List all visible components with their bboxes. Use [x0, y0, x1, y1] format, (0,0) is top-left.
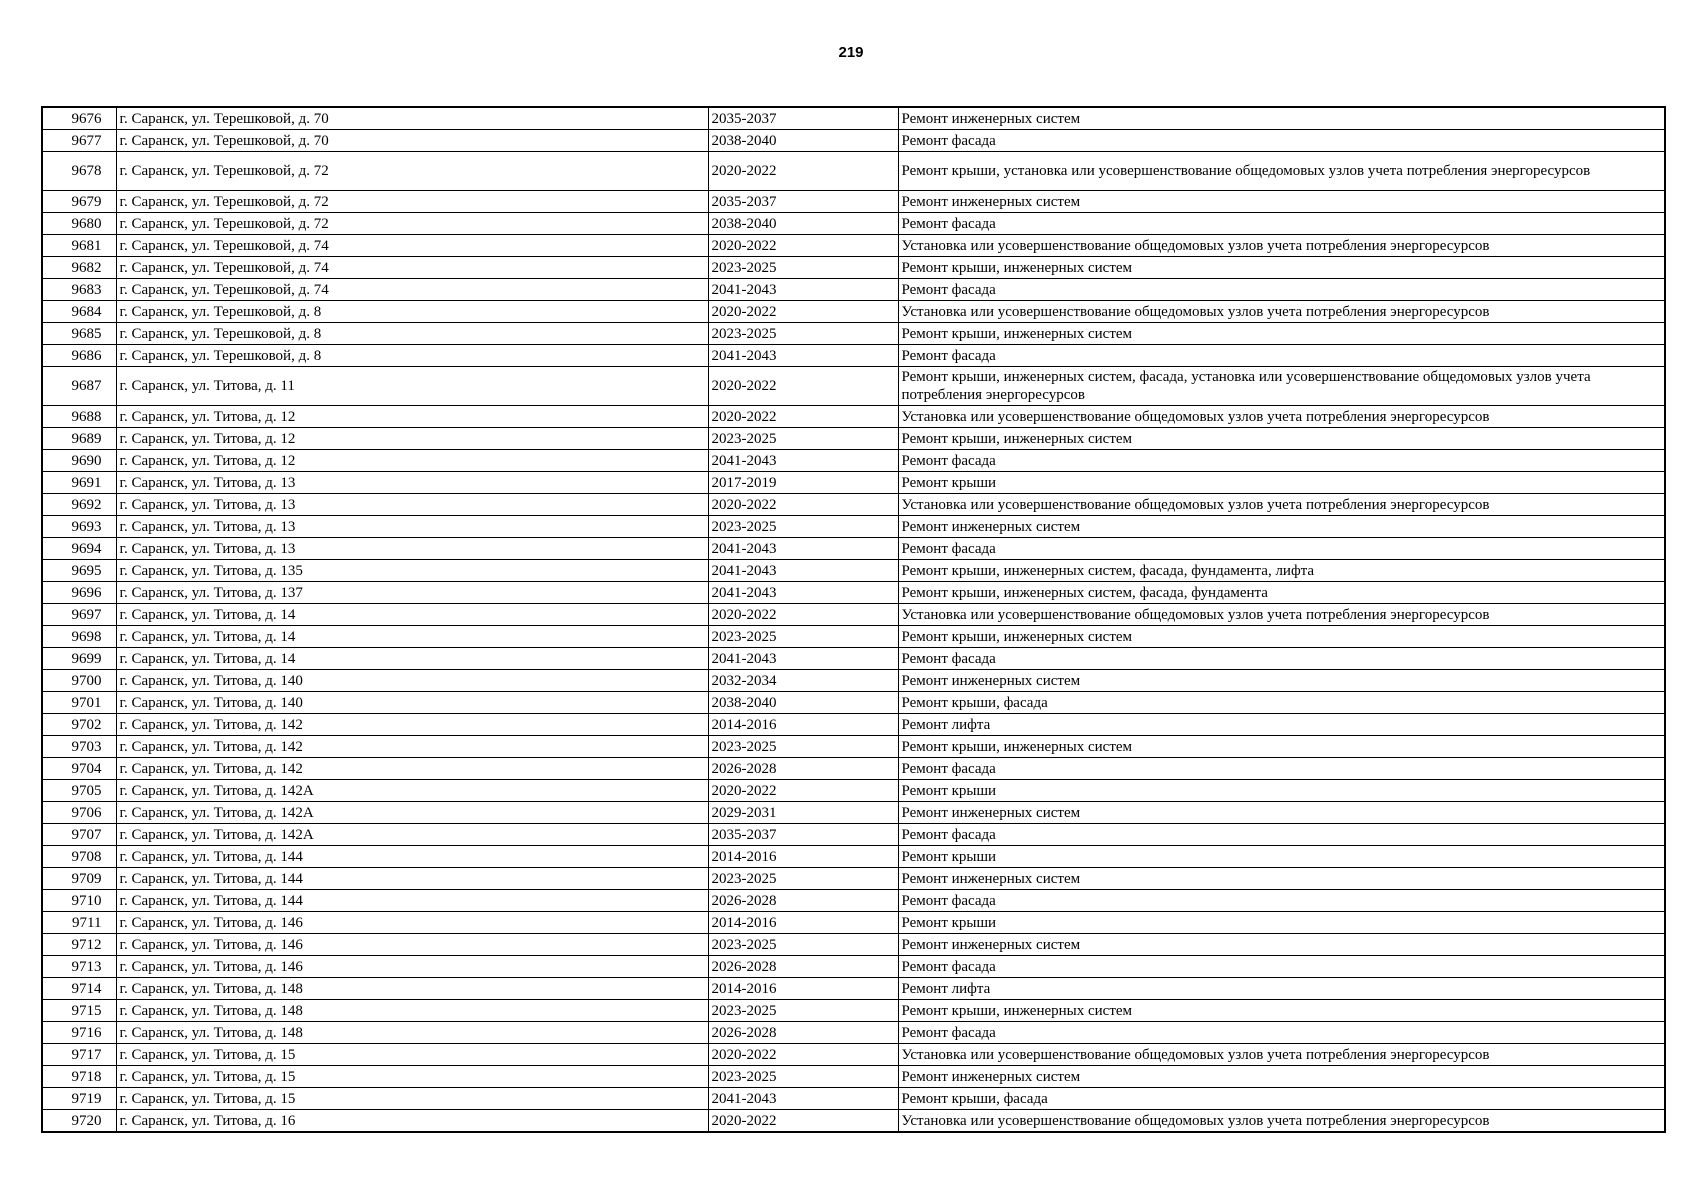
- work-type-cell: Ремонт крыши, инженерных систем: [898, 257, 1665, 279]
- work-type-cell: Ремонт инженерных систем: [898, 107, 1665, 130]
- work-type-cell: Ремонт крыши, инженерных систем: [898, 323, 1665, 345]
- work-type-cell: Ремонт фасада: [898, 450, 1665, 472]
- address-cell: г. Саранск, ул. Титова, д. 137: [116, 582, 708, 604]
- address-cell: г. Саранск, ул. Титова, д. 142: [116, 758, 708, 780]
- table-row: [42, 692, 1665, 714]
- table-row: [42, 213, 1665, 235]
- table-row: [42, 604, 1665, 626]
- period-cell: 2023-2025: [708, 516, 898, 538]
- period-cell: 2026-2028: [708, 890, 898, 912]
- work-type-cell: Ремонт фасада: [898, 345, 1665, 367]
- work-type-cell: Ремонт фасада: [898, 824, 1665, 846]
- period-cell: 2020-2022: [708, 780, 898, 802]
- period-cell: 2020-2022: [708, 152, 898, 191]
- period-cell: 2038-2040: [708, 130, 898, 152]
- address-cell: г. Саранск, ул. Титова, д. 148: [116, 978, 708, 1000]
- address-cell: г. Саранск, ул. Терешковой, д. 70: [116, 130, 708, 152]
- period-cell: 2014-2016: [708, 846, 898, 868]
- period-cell: 2014-2016: [708, 714, 898, 736]
- row-number-cell: 9702: [42, 714, 116, 736]
- row-number-cell: 9685: [42, 323, 116, 345]
- table-row: [42, 257, 1665, 279]
- table-row: [42, 670, 1665, 692]
- table-row: [42, 714, 1665, 736]
- table-row: [42, 978, 1665, 1000]
- row-number-cell: 9712: [42, 934, 116, 956]
- row-number-cell: 9704: [42, 758, 116, 780]
- address-cell: г. Саранск, ул. Терешковой, д. 72: [116, 213, 708, 235]
- address-cell: г. Саранск, ул. Титова, д. 13: [116, 516, 708, 538]
- table-row: [42, 648, 1665, 670]
- address-cell: г. Саранск, ул. Терешковой, д. 8: [116, 345, 708, 367]
- address-cell: г. Саранск, ул. Титова, д. 16: [116, 1110, 708, 1133]
- period-cell: 2014-2016: [708, 978, 898, 1000]
- work-type-cell: Ремонт крыши, инженерных систем: [898, 428, 1665, 450]
- period-cell: 2041-2043: [708, 1088, 898, 1110]
- address-cell: г. Саранск, ул. Титова, д. 142А: [116, 780, 708, 802]
- table-row: [42, 626, 1665, 648]
- address-cell: г. Саранск, ул. Титова, д. 148: [116, 1022, 708, 1044]
- period-cell: 2023-2025: [708, 934, 898, 956]
- page-number: 219: [838, 44, 864, 61]
- address-cell: г. Саранск, ул. Титова, д. 13: [116, 538, 708, 560]
- table-row: [42, 736, 1665, 758]
- period-cell: 2029-2031: [708, 802, 898, 824]
- address-cell: г. Саранск, ул. Терешковой, д. 74: [116, 279, 708, 301]
- table-row: [42, 582, 1665, 604]
- address-cell: г. Саранск, ул. Терешковой, д. 8: [116, 323, 708, 345]
- row-number-cell: 9676: [42, 107, 116, 130]
- row-number-cell: 9710: [42, 890, 116, 912]
- row-number-cell: 9683: [42, 279, 116, 301]
- table-row: [42, 560, 1665, 582]
- row-number-cell: 9677: [42, 130, 116, 152]
- table-row: [42, 279, 1665, 301]
- work-type-cell: Установка или усовершенствование общедомовых узлов учета потребления энергоресурсов: [898, 1110, 1665, 1133]
- period-cell: 2020-2022: [708, 1110, 898, 1133]
- address-cell: г. Саранск, ул. Терешковой, д. 72: [116, 191, 708, 213]
- period-cell: 2041-2043: [708, 648, 898, 670]
- period-cell: 2020-2022: [708, 604, 898, 626]
- address-cell: г. Саранск, ул. Титова, д. 15: [116, 1088, 708, 1110]
- work-type-cell: Ремонт инженерных систем: [898, 191, 1665, 213]
- table-row: [42, 428, 1665, 450]
- address-cell: г. Саранск, ул. Титова, д. 14: [116, 626, 708, 648]
- table-body: [42, 107, 1665, 1132]
- repair-schedule-table: [41, 106, 1666, 1133]
- work-type-cell: Ремонт крыши: [898, 846, 1665, 868]
- period-cell: 2026-2028: [708, 758, 898, 780]
- address-cell: г. Саранск, ул. Титова, д. 13: [116, 494, 708, 516]
- work-type-cell: Установка или усовершенствование общедомовых узлов учета потребления энергоресурсов: [898, 1044, 1665, 1066]
- period-cell: 2023-2025: [708, 257, 898, 279]
- row-number-cell: 9708: [42, 846, 116, 868]
- work-type-cell: Установка или усовершенствование общедомовых узлов учета потребления энергоресурсов: [898, 235, 1665, 257]
- work-type-cell: Ремонт инженерных систем: [898, 516, 1665, 538]
- period-cell: 2035-2037: [708, 191, 898, 213]
- address-cell: г. Саранск, ул. Титова, д. 135: [116, 560, 708, 582]
- row-number-cell: 9717: [42, 1044, 116, 1066]
- work-type-cell: Установка или усовершенствование общедомовых узлов учета потребления энергоресурсов: [898, 494, 1665, 516]
- table-row: [42, 191, 1665, 213]
- address-cell: г. Саранск, ул. Титова, д. 12: [116, 406, 708, 428]
- work-type-cell: Ремонт фасада: [898, 1022, 1665, 1044]
- row-number-cell: 9692: [42, 494, 116, 516]
- period-cell: 2026-2028: [708, 956, 898, 978]
- address-cell: г. Саранск, ул. Титова, д. 15: [116, 1066, 708, 1088]
- work-type-cell: Ремонт фасада: [898, 130, 1665, 152]
- table-row: [42, 758, 1665, 780]
- period-cell: 2038-2040: [708, 692, 898, 714]
- address-cell: г. Саранск, ул. Терешковой, д. 72: [116, 152, 708, 191]
- address-cell: г. Саранск, ул. Титова, д. 140: [116, 670, 708, 692]
- period-cell: 2023-2025: [708, 868, 898, 890]
- table-row: [42, 345, 1665, 367]
- address-cell: г. Саранск, ул. Терешковой, д. 70: [116, 107, 708, 130]
- row-number-cell: 9698: [42, 626, 116, 648]
- row-number-cell: 9690: [42, 450, 116, 472]
- row-number-cell: 9695: [42, 560, 116, 582]
- address-cell: г. Саранск, ул. Титова, д. 148: [116, 1000, 708, 1022]
- row-number-cell: 9714: [42, 978, 116, 1000]
- row-number-cell: 9716: [42, 1022, 116, 1044]
- work-type-cell: Ремонт крыши, инженерных систем, фасада, фундамента, лифта: [898, 560, 1665, 582]
- period-cell: 2041-2043: [708, 560, 898, 582]
- period-cell: 2041-2043: [708, 582, 898, 604]
- table-row: [42, 323, 1665, 345]
- work-type-cell: Ремонт крыши: [898, 472, 1665, 494]
- period-cell: 2023-2025: [708, 1000, 898, 1022]
- address-cell: г. Саранск, ул. Титова, д. 12: [116, 428, 708, 450]
- address-cell: г. Саранск, ул. Титова, д. 144: [116, 890, 708, 912]
- period-cell: 2023-2025: [708, 626, 898, 648]
- address-cell: г. Саранск, ул. Титова, д. 142: [116, 736, 708, 758]
- period-cell: 2023-2025: [708, 1066, 898, 1088]
- row-number-cell: 9700: [42, 670, 116, 692]
- table-row: [42, 802, 1665, 824]
- row-number-cell: 9719: [42, 1088, 116, 1110]
- table-row: [42, 824, 1665, 846]
- period-cell: 2020-2022: [708, 301, 898, 323]
- row-number-cell: 9707: [42, 824, 116, 846]
- table-row: [42, 1088, 1665, 1110]
- address-cell: г. Саранск, ул. Титова, д. 146: [116, 912, 708, 934]
- address-cell: г. Саранск, ул. Титова, д. 15: [116, 1044, 708, 1066]
- address-cell: г. Саранск, ул. Титова, д. 14: [116, 648, 708, 670]
- work-type-cell: Ремонт фасада: [898, 279, 1665, 301]
- period-cell: 2041-2043: [708, 345, 898, 367]
- work-type-cell: Ремонт фасада: [898, 213, 1665, 235]
- period-cell: 2014-2016: [708, 912, 898, 934]
- period-cell: 2020-2022: [708, 494, 898, 516]
- work-type-cell: Ремонт крыши, фасада: [898, 1088, 1665, 1110]
- table-row: [42, 1022, 1665, 1044]
- period-cell: 2035-2037: [708, 107, 898, 130]
- row-number-cell: 9686: [42, 345, 116, 367]
- period-cell: 2035-2037: [708, 824, 898, 846]
- row-number-cell: 9715: [42, 1000, 116, 1022]
- row-number-cell: 9689: [42, 428, 116, 450]
- address-cell: г. Саранск, ул. Титова, д. 142: [116, 714, 708, 736]
- row-number-cell: 9711: [42, 912, 116, 934]
- table-row: [42, 780, 1665, 802]
- work-type-cell: Ремонт крыши, инженерных систем: [898, 1000, 1665, 1022]
- period-cell: 2026-2028: [708, 1022, 898, 1044]
- address-cell: г. Саранск, ул. Титова, д. 144: [116, 868, 708, 890]
- row-number-cell: 9720: [42, 1110, 116, 1133]
- address-cell: г. Саранск, ул. Титова, д. 146: [116, 934, 708, 956]
- row-number-cell: 9681: [42, 235, 116, 257]
- period-cell: 2023-2025: [708, 736, 898, 758]
- table-row: [42, 1000, 1665, 1022]
- work-type-cell: Ремонт крыши: [898, 780, 1665, 802]
- period-cell: 2020-2022: [708, 367, 898, 406]
- address-cell: г. Саранск, ул. Титова, д. 11: [116, 367, 708, 406]
- address-cell: г. Саранск, ул. Титова, д. 142А: [116, 802, 708, 824]
- work-type-cell: Ремонт крыши, инженерных систем: [898, 626, 1665, 648]
- table-row: [42, 472, 1665, 494]
- period-cell: 2017-2019: [708, 472, 898, 494]
- row-number-cell: 9679: [42, 191, 116, 213]
- work-type-cell: Установка или усовершенствование общедомовых узлов учета потребления энергоресурсов: [898, 406, 1665, 428]
- period-cell: 2020-2022: [708, 406, 898, 428]
- work-type-cell: Ремонт инженерных систем: [898, 1066, 1665, 1088]
- address-cell: г. Саранск, ул. Титова, д. 140: [116, 692, 708, 714]
- row-number-cell: 9701: [42, 692, 116, 714]
- work-type-cell: Ремонт крыши, инженерных систем: [898, 736, 1665, 758]
- table-row: [42, 152, 1665, 191]
- table-row: [42, 868, 1665, 890]
- table-row: [42, 516, 1665, 538]
- row-number-cell: 9706: [42, 802, 116, 824]
- row-number-cell: 9705: [42, 780, 116, 802]
- table-row: [42, 367, 1665, 406]
- period-cell: 2023-2025: [708, 428, 898, 450]
- work-type-cell: Ремонт инженерных систем: [898, 868, 1665, 890]
- work-type-cell: Ремонт инженерных систем: [898, 802, 1665, 824]
- period-cell: 2020-2022: [708, 1044, 898, 1066]
- table-row: [42, 107, 1665, 130]
- address-cell: г. Саранск, ул. Терешковой, д. 74: [116, 257, 708, 279]
- row-number-cell: 9687: [42, 367, 116, 406]
- table-row: [42, 912, 1665, 934]
- address-cell: г. Саранск, ул. Титова, д. 144: [116, 846, 708, 868]
- period-cell: 2020-2022: [708, 235, 898, 257]
- table-row: [42, 130, 1665, 152]
- work-type-cell: Ремонт фасада: [898, 648, 1665, 670]
- row-number-cell: 9680: [42, 213, 116, 235]
- period-cell: 2041-2043: [708, 279, 898, 301]
- address-cell: г. Саранск, ул. Титова, д. 13: [116, 472, 708, 494]
- table-row: [42, 1066, 1665, 1088]
- work-type-cell: Ремонт крыши, инженерных систем, фасада, фундамента: [898, 582, 1665, 604]
- row-number-cell: 9718: [42, 1066, 116, 1088]
- table-row: [42, 1110, 1665, 1133]
- row-number-cell: 9713: [42, 956, 116, 978]
- table-row: [42, 1044, 1665, 1066]
- row-number-cell: 9684: [42, 301, 116, 323]
- table-row: [42, 235, 1665, 257]
- address-cell: г. Саранск, ул. Титова, д. 146: [116, 956, 708, 978]
- work-type-cell: Установка или усовершенствование общедомовых узлов учета потребления энергоресурсов: [898, 604, 1665, 626]
- address-cell: г. Саранск, ул. Терешковой, д. 74: [116, 235, 708, 257]
- address-cell: г. Саранск, ул. Титова, д. 142А: [116, 824, 708, 846]
- period-cell: 2041-2043: [708, 538, 898, 560]
- work-type-cell: Ремонт фасада: [898, 538, 1665, 560]
- row-number-cell: 9696: [42, 582, 116, 604]
- table-row: [42, 846, 1665, 868]
- row-number-cell: 9709: [42, 868, 116, 890]
- row-number-cell: 9691: [42, 472, 116, 494]
- work-type-cell: Ремонт крыши, установка или усовершенствование общедомовых узлов учета потребления энергоресурсов: [898, 152, 1665, 191]
- work-type-cell: Ремонт инженерных систем: [898, 934, 1665, 956]
- row-number-cell: 9693: [42, 516, 116, 538]
- work-type-cell: Ремонт лифта: [898, 978, 1665, 1000]
- work-type-cell: Ремонт фасада: [898, 758, 1665, 780]
- table-row: [42, 494, 1665, 516]
- table-row: [42, 301, 1665, 323]
- address-cell: г. Саранск, ул. Терешковой, д. 8: [116, 301, 708, 323]
- row-number-cell: 9678: [42, 152, 116, 191]
- row-number-cell: 9699: [42, 648, 116, 670]
- work-type-cell: Ремонт фасада: [898, 956, 1665, 978]
- work-type-cell: Ремонт инженерных систем: [898, 670, 1665, 692]
- work-type-cell: Ремонт фасада: [898, 890, 1665, 912]
- address-cell: г. Саранск, ул. Титова, д. 12: [116, 450, 708, 472]
- table-row: [42, 934, 1665, 956]
- period-cell: 2038-2040: [708, 213, 898, 235]
- period-cell: 2023-2025: [708, 323, 898, 345]
- work-type-cell: Ремонт крыши: [898, 912, 1665, 934]
- row-number-cell: 9682: [42, 257, 116, 279]
- work-type-cell: Ремонт крыши, фасада: [898, 692, 1665, 714]
- work-type-cell: Ремонт крыши, инженерных систем, фасада, установка или усовершенствование общедомовых узлов учета потребления энергоресурсов: [898, 367, 1665, 406]
- address-cell: г. Саранск, ул. Титова, д. 14: [116, 604, 708, 626]
- table-row: [42, 538, 1665, 560]
- table-row: [42, 890, 1665, 912]
- work-type-cell: Установка или усовершенствование общедомовых узлов учета потребления энергоресурсов: [898, 301, 1665, 323]
- table-row: [42, 406, 1665, 428]
- table-row: [42, 450, 1665, 472]
- row-number-cell: 9688: [42, 406, 116, 428]
- row-number-cell: 9697: [42, 604, 116, 626]
- row-number-cell: 9703: [42, 736, 116, 758]
- period-cell: 2041-2043: [708, 450, 898, 472]
- period-cell: 2032-2034: [708, 670, 898, 692]
- work-type-cell: Ремонт лифта: [898, 714, 1665, 736]
- row-number-cell: 9694: [42, 538, 116, 560]
- table-row: [42, 956, 1665, 978]
